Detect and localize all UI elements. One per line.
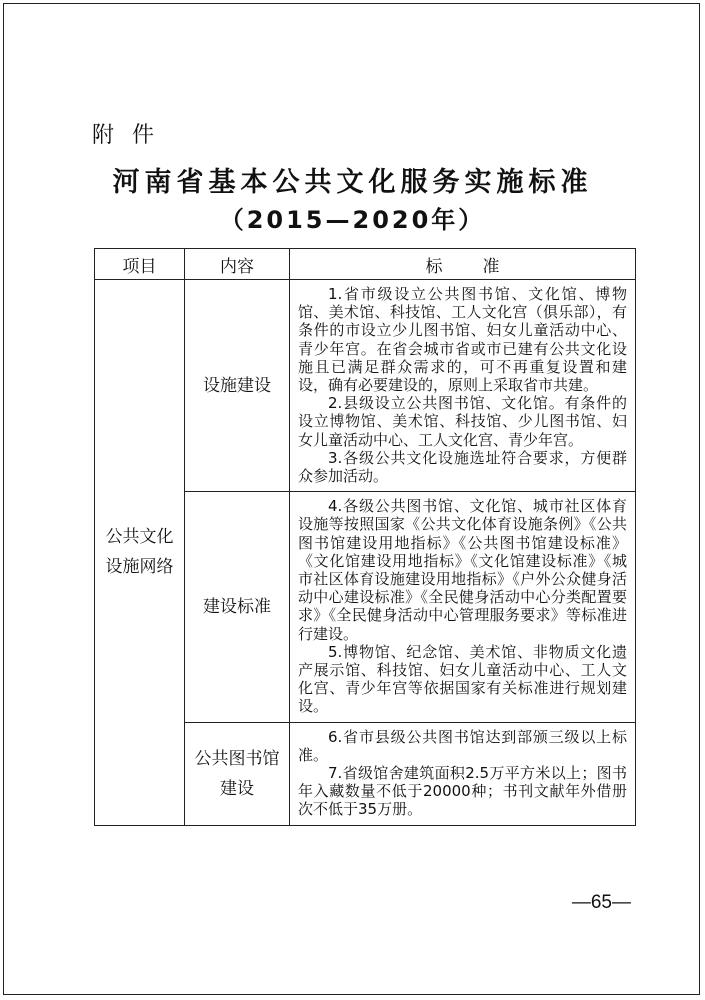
attachment-label: 附件	[92, 123, 173, 148]
document-subtitle: （2015—2020年）	[219, 206, 486, 234]
header-content: 内容	[185, 249, 290, 280]
standard-paragraph: 4.各级公共图书馆、文化馆、城市社区体育设施等按照国家《公共文化体育设施条例》《公共图书馆建设用地指标》《公共图书馆建设标准》《文化馆建设用地指标》《文化馆建设标准》《城市社区体育设施建设用地指标》《户外公众健身活动中心建设标准》《全民健身活动中心分类配置要求》《全民健身活动中心管理服务要求》等标准进行建设。	[298, 497, 627, 643]
standard-cell	[290, 492, 636, 722]
table-row	[95, 280, 636, 492]
standard-paragraph: 1.省市级设立公共图书馆、文化馆、博物馆、美术馆、科技馆、工人文化宫（俱乐部），有条件的市设立少儿图书馆、妇女儿童活动中心、青少年宫。在省会城市省或市已建有公共文化设施且已满足群众需求的，可不再重复设置和建设，确有必要建设的，原则上采取省市共建。	[298, 285, 627, 395]
standard-paragraph: 7.省级馆舍建筑面积2.5万平方米以上；图书年入藏数量不低于20000种；书刊文献年外借册次不低于35万册。	[298, 764, 627, 819]
content-cell	[185, 722, 290, 825]
document-title: 河南省基本公共文化服务实施标准	[112, 167, 593, 198]
header-standard: 标准	[290, 249, 636, 280]
header-project: 项目	[95, 249, 185, 280]
content-label: 公共图书馆建设	[194, 748, 280, 799]
content-label: 建设标准	[203, 596, 271, 617]
table-header-row	[95, 249, 636, 280]
page-number: —65—	[571, 892, 631, 913]
standards-table	[94, 248, 636, 826]
project-cell	[95, 280, 185, 826]
project-name: 公共文化设施网络	[105, 527, 174, 578]
standard-paragraph: 2.县级设立公共图书馆、文化馆。有条件的设立博物馆、美术馆、科技馆、少儿图书馆、妇女儿童活动中心、工人文化宫、青少年宫。	[298, 394, 627, 449]
standard-cell	[290, 722, 636, 825]
standard-paragraph: 6.省市县级公共图书馆达到部颁三级以上标准。	[298, 727, 627, 764]
content-cell	[185, 280, 290, 492]
content-cell	[185, 492, 290, 722]
standard-cell	[290, 280, 636, 492]
content-label: 设施建设	[203, 375, 271, 396]
standard-paragraph: 5.博物馆、纪念馆、美术馆、非物质文化遗产展示馆、科技馆、妇女儿童活动中心、工人文化宫、青少年宫等依据国家有关标准进行规划建设。	[298, 642, 627, 716]
standard-paragraph: 3.各级公共文化设施选址符合要求，方便群众参加活动。	[298, 448, 627, 486]
